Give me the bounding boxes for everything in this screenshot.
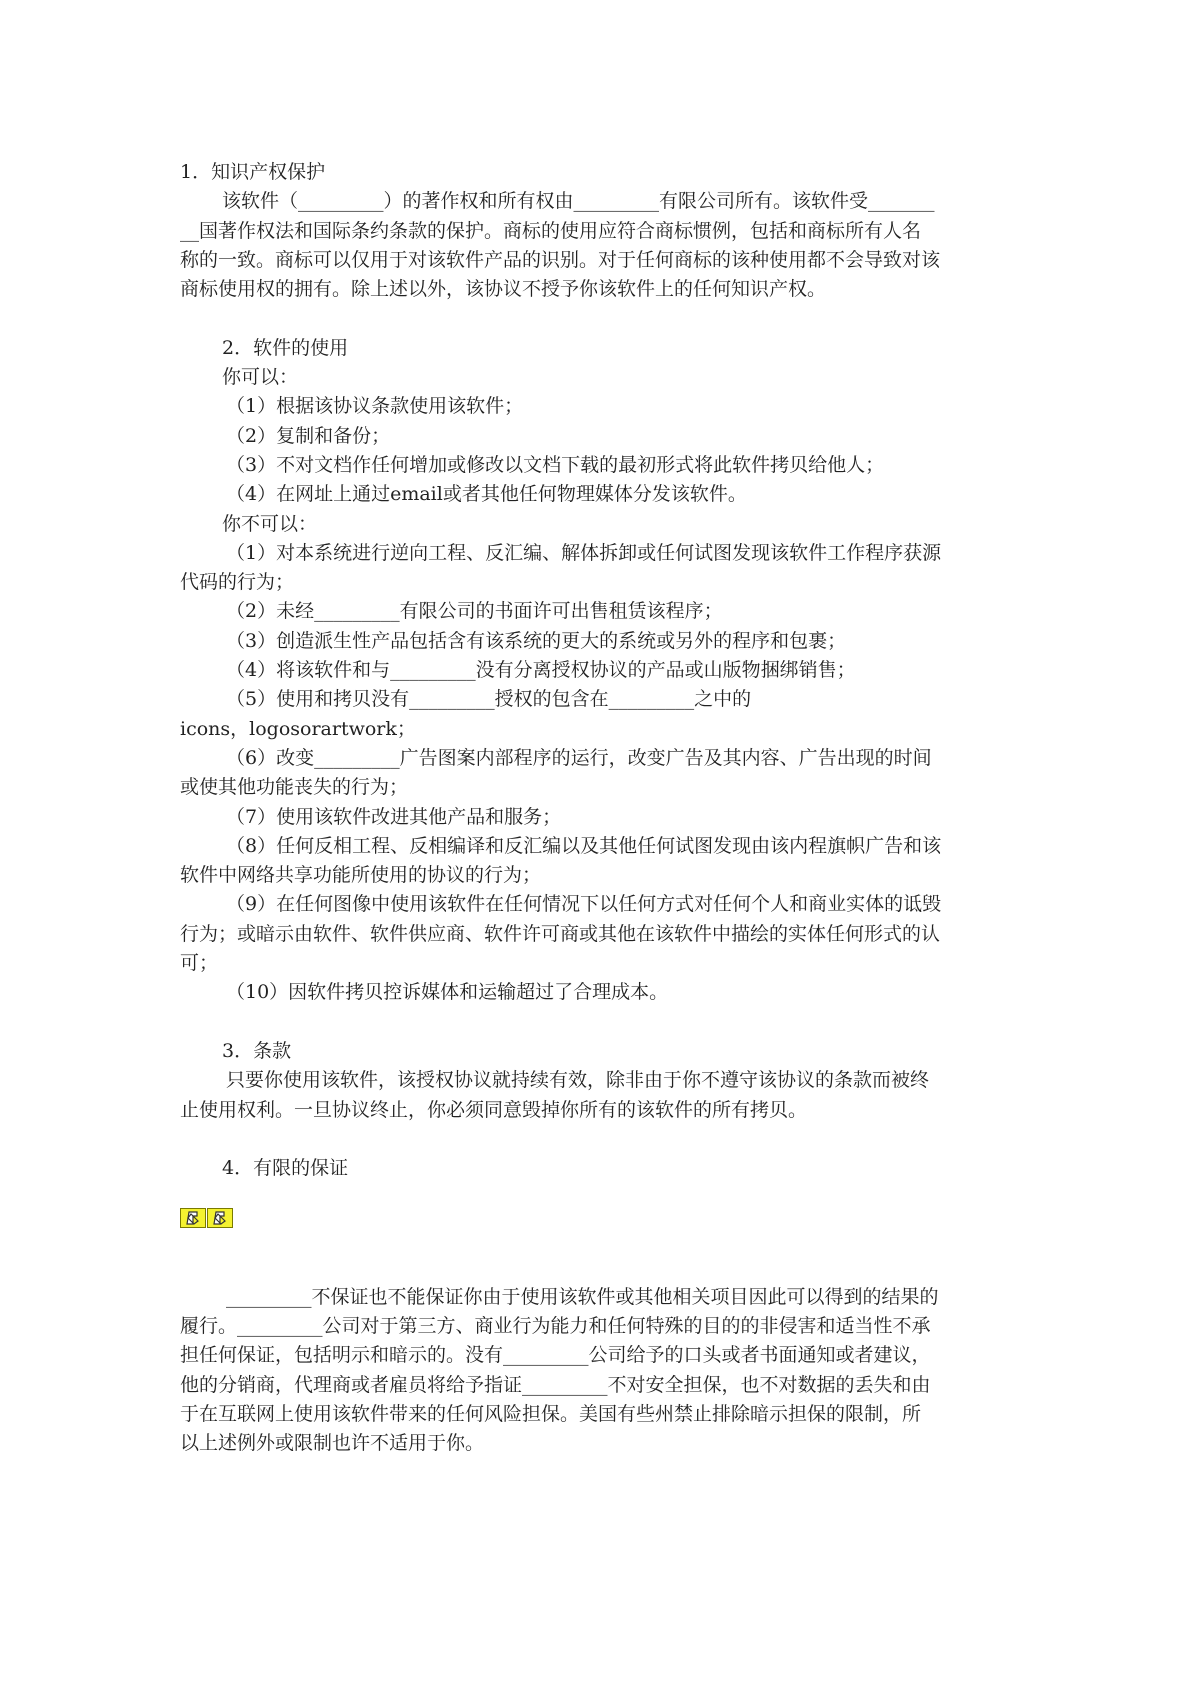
section-4-line-2: 履行。_________公司对于第三方、商业行为能力和任何特殊的目的的非侵害和适当性不承 [180,1314,931,1337]
cannot-item-line-6: （5）使用和拷贝没有_________授权的包含在_________之中的 [226,688,752,711]
document-page [180,158,1020,1458]
cannot-label: 你不可以： [222,512,318,535]
spacer [180,1125,1020,1154]
section-4-line-4: 他的分销商，代理商或者雇员将给予指证_________不对安全担保，也不对数据的丢失和由 [180,1373,931,1396]
cannot-item-line-4: （3）创造派生性产品包括含有该系统的更大的系统或另外的程序和包裹； [226,629,847,652]
spacer [180,1008,1020,1037]
can-item-1: （1）根据该协议条款使用该软件； [226,395,524,418]
section-1-line-2: __国著作权法和国际条约条款的保护。商标的使用应符合商标惯例，包括和商标所有人名 [180,219,922,242]
section-3-body [180,1066,1020,1125]
cannot-item-line-2: 代码的行为； [180,571,295,594]
cannot-list [180,539,1020,1008]
section-4-line-3: 担任何保证，包括明示和暗示的。没有_________公司给予的口头或者书面通知或者建议， [180,1344,931,1367]
broken-image-icon [207,1208,233,1228]
broken-image-icon [180,1208,206,1228]
can-item-3: （3）不对文档作任何增加或修改以文档下载的最初形式将此软件拷贝给他人； [226,453,885,476]
cannot-item-line-1: （1）对本系统进行逆向工程、反汇编、解体拆卸或任何试图发现该软件工作程序获源 [226,541,942,564]
section-4-body [180,1283,1020,1459]
spacer [180,304,1020,333]
can-item-4: （4）在网址上通过email或者其他任何物理媒体分发该软件。 [226,483,747,506]
section-1-line-1: 该软件（_________）的著作权和所有权由_________有限公司所有。该软件受_______ [222,190,935,213]
section-4-line-1: _________不保证也不能保证你由于使用该软件或其他相关项目因此可以得到的结果的 [226,1285,939,1308]
can-item-2: （2）复制和备份； [226,424,391,447]
can-label: 你可以： [222,366,299,389]
section-1-line-3: 称的一致。商标可以仅用于对该软件产品的识别。对于任何商标的该种使用都不会导致对该 [180,248,941,271]
cannot-item-line-10: （7）使用该软件改进其他产品和服务； [226,805,562,828]
cannot-item-line-11: （8）任何反相工程、反相编译和反汇编以及其他任何试图发现由该内程旗帜广告和该 [226,834,942,857]
cannot-item-line-13: （9）在任何图像中使用该软件在任何情况下以任何方式对任何个人和商业实体的诋毁 [226,893,942,916]
section-1-title: 1．知识产权保护 [180,161,326,183]
cannot-item-line-16: （10）因软件拷贝控诉媒体和运输超过了合理成本。 [226,981,669,1004]
section-3-title: 3．条款 [222,1039,292,1062]
cannot-item-line-9: 或使其他功能丧失的行为； [180,776,409,799]
spacer [180,1183,1020,1203]
embedded-objects [180,1203,1020,1233]
section-4-line-6: 以上述例外或限制也许不适用于你。 [180,1432,485,1455]
cannot-item-line-14: 行为；或暗示由软件、软件供应商、软件许可商或其他在该软件中描绘的实体任何形式的认 [180,922,941,945]
cannot-item-line-5: （4）将该软件和与_________没有分离授权协议的产品或山版物捆绑销售； [226,659,856,682]
spacer [180,1233,1020,1262]
section-1-line-4: 商标使用权的拥有。除上述以外，该协议不授予你该软件上的任何知识产权。 [180,278,827,301]
cannot-item-line-15: 可； [180,952,219,975]
section-2-title: 2．软件的使用 [222,336,349,359]
spacer [180,1263,1020,1283]
cannot-item-line-3: （2）未经_________有限公司的书面许可出售租赁该程序； [226,600,723,623]
section-3-line-1: 只要你使用该软件，该授权协议就持续有效，除非由于你不遵守该协议的条款而被终 [226,1069,930,1092]
section-3-line-2: 止使用权利。一旦协议终止，你必须同意毁掉你所有的该软件的所有拷贝。 [180,1098,808,1121]
cannot-item-line-8: （6）改变_________广告图案内部程序的运行，改变广告及其内容、广告出现的时间 [226,746,932,769]
section-4-line-5: 于在互联网上使用该软件带来的任何风险担保。美国有些州禁止排除暗示担保的限制，所 [180,1402,922,1425]
section-4-title: 4．有限的保证 [222,1157,349,1180]
cannot-item-line-12: 软件中网络共享功能所使用的协议的行为； [180,864,542,887]
cannot-item-line-7: icons，logosorartwork； [180,717,416,740]
